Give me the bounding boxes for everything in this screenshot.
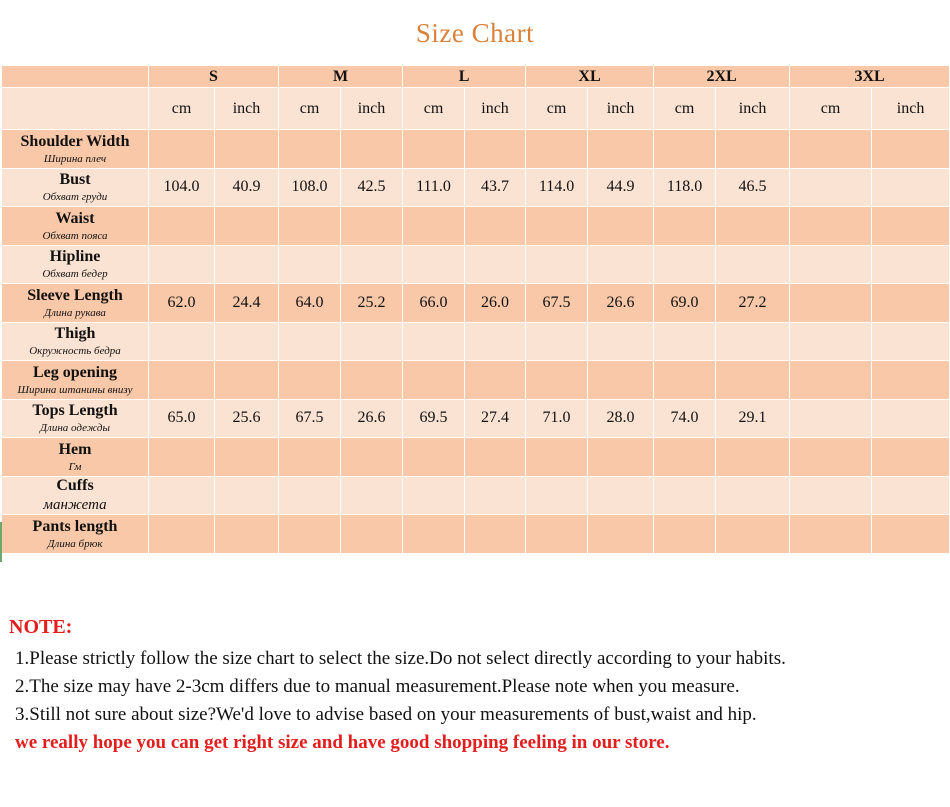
table-cell [149,207,215,246]
table-cell: 25.2 [341,284,403,323]
table-cell: 24.4 [215,284,279,323]
table-cell [465,245,526,284]
table-cell [790,207,872,246]
table-cell [341,515,403,554]
table-cell [790,476,872,515]
table-cell [588,515,654,554]
note-line-2: 2.The size may have 2-3cm differs due to manual measurement.Please note when you measure. [15,676,740,697]
table-cell [654,245,716,284]
table-cell: 64.0 [279,284,341,323]
table-row [2,361,950,400]
table-cell [279,515,341,554]
table-cell [588,361,654,400]
size-header-xl: XL [526,66,654,88]
table-cell [716,515,790,554]
table-cell [588,322,654,361]
table-cell [215,515,279,554]
corner-cell [2,66,149,88]
table-cell [465,515,526,554]
table-cell [279,207,341,246]
table-cell: 74.0 [654,399,716,438]
table-cell [279,476,341,515]
table-cell [716,207,790,246]
note-line-3: 3.Still not sure about size?We'd love to advise based on your measurements of bust,waist and hip. [15,704,757,725]
table-cell [279,130,341,169]
table-cell [526,515,588,554]
table-cell [526,361,588,400]
table-cell [341,245,403,284]
row-label: Shoulder Width [20,132,130,150]
table-cell [654,476,716,515]
page-title: Size Chart [415,18,535,48]
table-cell [215,130,279,169]
row-label: Leg opening [32,363,117,381]
table-cell: 69.5 [403,399,465,438]
table-cell [872,399,950,438]
unit-header-row [2,88,950,130]
table-cell: 27.2 [716,284,790,323]
table-cell: 43.7 [465,168,526,207]
table-cell [790,284,872,323]
table-cell: 26.6 [588,284,654,323]
table-cell [716,476,790,515]
table-cell [654,361,716,400]
notes-section [9,616,944,757]
size-header-l: L [403,66,526,88]
table-cell [341,322,403,361]
table-row [2,515,950,554]
unit-inch: inch [872,88,950,130]
table-cell [526,476,588,515]
table-cell [465,361,526,400]
table-cell [149,322,215,361]
table-cell [654,438,716,477]
unit-inch: inch [465,88,526,130]
row-label: Pants length [32,517,118,535]
table-cell [465,476,526,515]
table-row [2,438,950,477]
table-cell [872,207,950,246]
table-cell [215,322,279,361]
table-row [2,130,950,169]
table-row [2,168,950,207]
row-label: Tops Length [32,402,118,420]
row-sublabel: Ширина плеч [43,152,107,165]
table-cell [790,245,872,284]
row-label: Thigh [54,325,96,343]
table-cell [588,438,654,477]
table-cell [341,130,403,169]
table-cell: 65.0 [149,399,215,438]
unit-cm: cm [790,88,872,130]
table-cell: 44.9 [588,168,654,207]
unit-cm: cm [654,88,716,130]
unit-inch: inch [716,88,790,130]
table-cell: 29.1 [716,399,790,438]
table-cell [403,515,465,554]
table-cell: 40.9 [215,168,279,207]
table-cell [872,284,950,323]
table-cell [149,361,215,400]
table-cell: 69.0 [654,284,716,323]
table-cell [526,207,588,246]
row-label-cell [2,399,149,438]
row-sublabel: Обхват пояса [42,229,108,242]
edge-marker [0,522,2,562]
table-cell [526,245,588,284]
table-cell [526,322,588,361]
table-cell [716,438,790,477]
table-cell [341,438,403,477]
table-cell [403,245,465,284]
table-cell: 111.0 [403,168,465,207]
table-cell: 118.0 [654,168,716,207]
table-cell [215,361,279,400]
row-sublabel: Гм [68,460,82,473]
table-cell: 28.0 [588,399,654,438]
table-cell [588,207,654,246]
size-header-2xl: 2XL [654,66,790,88]
table-cell [872,168,950,207]
table-cell: 66.0 [403,284,465,323]
unit-cm: cm [149,88,215,130]
row-label-cell [2,438,149,477]
table-cell [872,361,950,400]
table-cell: 67.5 [526,284,588,323]
note-line-1: 1.Please strictly follow the size chart to select the size.Do not select directly according to your habits. [15,648,786,669]
size-header-3xl: 3XL [790,66,950,88]
table-cell [716,361,790,400]
table-cell: 25.6 [215,399,279,438]
row-sublabel: Ширина штанины внизу [17,383,133,396]
note-emphasis: we really hope you can get right size and have good shopping feeling in our store. [15,732,670,753]
table-cell: 62.0 [149,284,215,323]
table-cell [403,207,465,246]
table-cell [790,130,872,169]
table-cell [872,245,950,284]
table-cell: 104.0 [149,168,215,207]
table-cell: 26.6 [341,399,403,438]
row-label: Cuffs [56,477,94,495]
table-cell [465,438,526,477]
size-header-row [2,66,950,88]
row-sublabel: Обхват груди [42,191,108,203]
table-row [2,322,950,361]
table-cell: 114.0 [526,168,588,207]
table-cell [149,245,215,284]
table-cell [279,438,341,477]
table-cell [790,322,872,361]
table-cell [403,361,465,400]
table-cell [790,515,872,554]
table-cell [588,130,654,169]
table-cell [716,322,790,361]
table-cell [279,361,341,400]
table-cell [465,207,526,246]
table-cell [341,476,403,515]
table-cell: 42.5 [341,168,403,207]
table-cell [215,438,279,477]
unit-inch: inch [215,88,279,130]
table-cell [149,438,215,477]
table-cell [403,438,465,477]
table-cell [588,476,654,515]
row-sublabel: Длина брюк [47,537,103,550]
table-cell [872,130,950,169]
table-cell [403,322,465,361]
table-row [2,399,950,438]
table-row [2,476,950,515]
row-label-cell [2,322,149,361]
table-cell: 67.5 [279,399,341,438]
row-label: Bust [59,171,91,189]
table-cell [790,438,872,477]
row-label: Hem [58,440,92,458]
table-cell [341,207,403,246]
table-cell [654,322,716,361]
row-label: Hipline [49,248,101,266]
size-chart-table [1,65,950,554]
table-cell [149,130,215,169]
row-label-cell [2,361,149,400]
table-cell [465,322,526,361]
row-sublabel: Длина одежды [40,422,110,434]
unit-inch: inch [341,88,403,130]
note-title: NOTE: [9,616,73,638]
row-sublabel: Обхват бедер [42,268,108,280]
table-cell [872,438,950,477]
table-cell [588,245,654,284]
row-label-cell [2,245,149,284]
corner-cell [2,88,149,130]
table-cell [790,361,872,400]
table-cell [149,476,215,515]
table-cell: 108.0 [279,168,341,207]
table-cell [654,207,716,246]
row-label-cell [2,168,149,207]
size-header-s: S [149,66,279,88]
table-cell [654,515,716,554]
row-label-cell [2,476,149,515]
table-cell: 46.5 [716,168,790,207]
row-label-cell [2,515,149,554]
table-cell [149,515,215,554]
table-cell [872,476,950,515]
table-cell [872,322,950,361]
table-cell [716,245,790,284]
table-cell [403,130,465,169]
row-sublabel: манжета [43,496,107,513]
table-row [2,245,950,284]
table-cell [465,130,526,169]
table-cell [790,168,872,207]
row-label: Sleeve Length [27,286,123,304]
table-cell [279,245,341,284]
table-cell: 71.0 [526,399,588,438]
size-header-m: M [279,66,403,88]
row-sublabel: Длина рукава [44,306,106,319]
unit-cm: cm [526,88,588,130]
table-cell [526,438,588,477]
table-cell [215,207,279,246]
row-sublabel: Окружность бедра [29,345,121,357]
table-row [2,207,950,246]
row-label-cell [2,207,149,246]
table-cell [790,399,872,438]
row-label-cell [2,130,149,169]
table-cell: 26.0 [465,284,526,323]
table-cell [654,130,716,169]
table-cell [716,130,790,169]
unit-inch: inch [588,88,654,130]
measurement-rows [2,130,950,554]
table-row [2,284,950,323]
table-cell [872,515,950,554]
unit-cm: cm [403,88,465,130]
table-cell [279,322,341,361]
table-cell [403,476,465,515]
row-label-cell [2,284,149,323]
table-cell: 27.4 [465,399,526,438]
table-cell [215,476,279,515]
table-cell [215,245,279,284]
row-label: Waist [55,209,95,227]
table-cell [526,130,588,169]
table-cell [341,361,403,400]
unit-cm: cm [279,88,341,130]
